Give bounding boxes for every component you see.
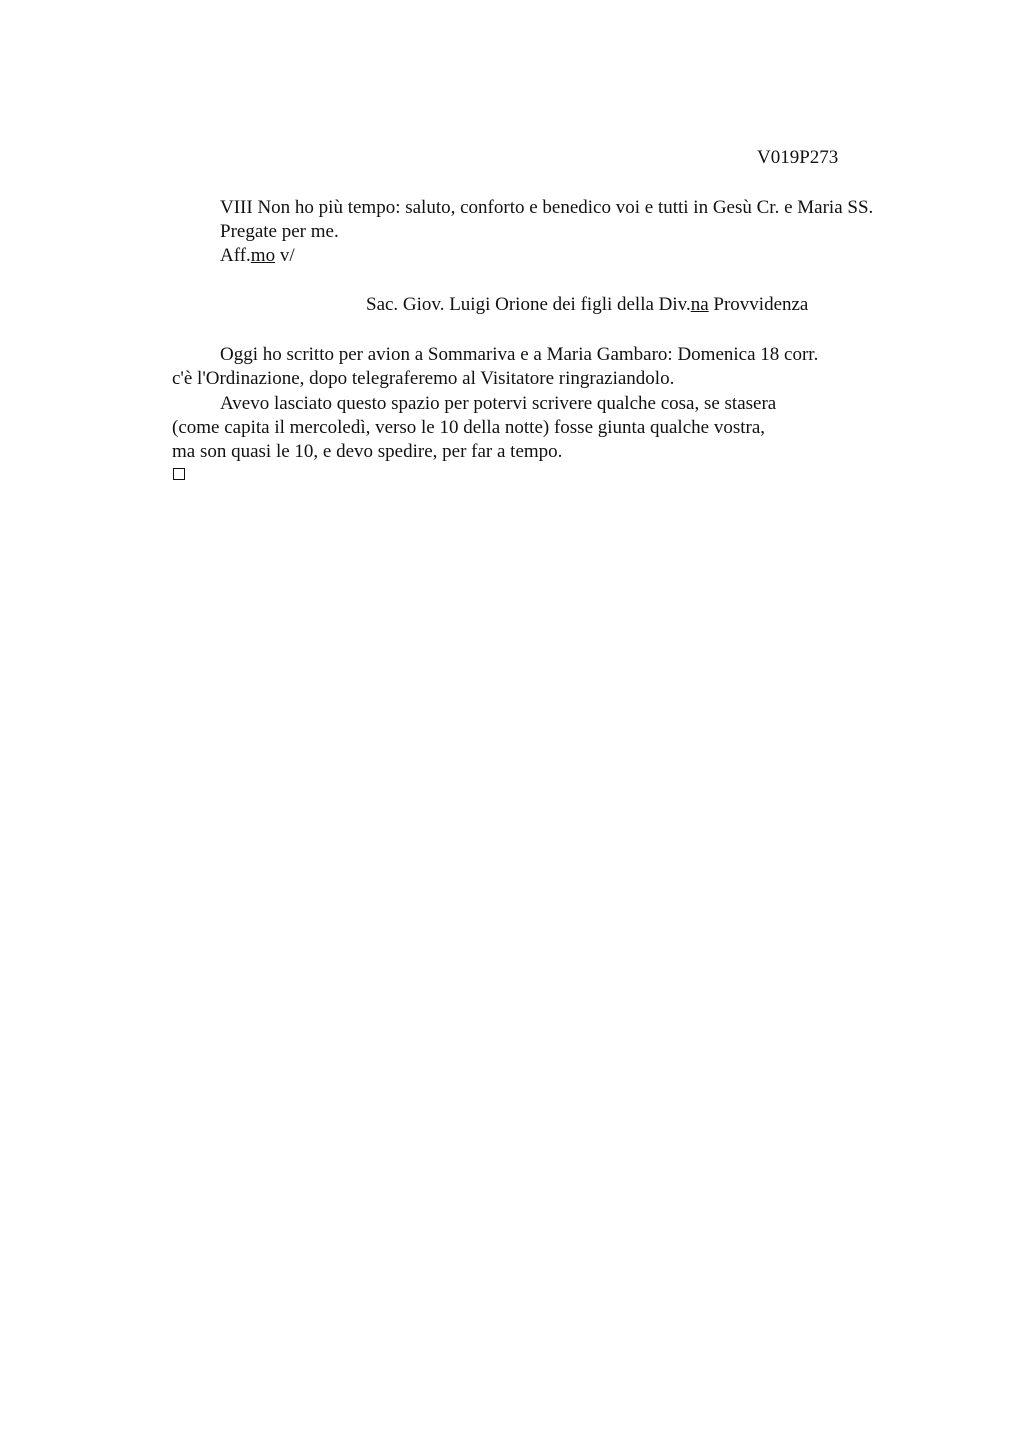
valediction-prefix: Aff. (220, 245, 251, 266)
postscript-p1-line2: c'è l'Ordinazione, dopo telegraferemo al Visitatore ringraziandolo. (172, 368, 675, 389)
end-marker-square-icon (173, 468, 185, 480)
postscript-p2-line2: (come capita il mercoledì, verso le 10 della notte) fosse giunta qualche vostra, (172, 417, 766, 438)
request-line: Pregate per me. (220, 221, 339, 242)
postscript-p2-line3: ma son quasi le 10, e devo spedire, per far a tempo. (172, 441, 563, 462)
valediction-suffix: v/ (275, 245, 295, 266)
postscript-p2-line1: Avevo lasciato questo spazio per potervi scrivere qualche cosa, se stasera (220, 393, 777, 414)
signature-suffix: Provvidenza (708, 294, 809, 315)
signature (366, 293, 808, 317)
valediction (220, 244, 295, 268)
page-code: V019P273 (757, 147, 839, 168)
closing-line: VIII Non ho più tempo: saluto, conforto e benedico voi e tutti in Gesù Cr. e Maria SS. (220, 197, 874, 218)
signature-prefix: Sac. Giov. Luigi Orione dei figli della Div. (366, 294, 691, 315)
valediction-underlined: mo (250, 245, 276, 266)
postscript-p1-line1: Oggi ho scritto per avion a Sommariva e a Maria Gambaro: Domenica 18 corr. (220, 344, 819, 365)
signature-underlined: na (690, 294, 709, 315)
